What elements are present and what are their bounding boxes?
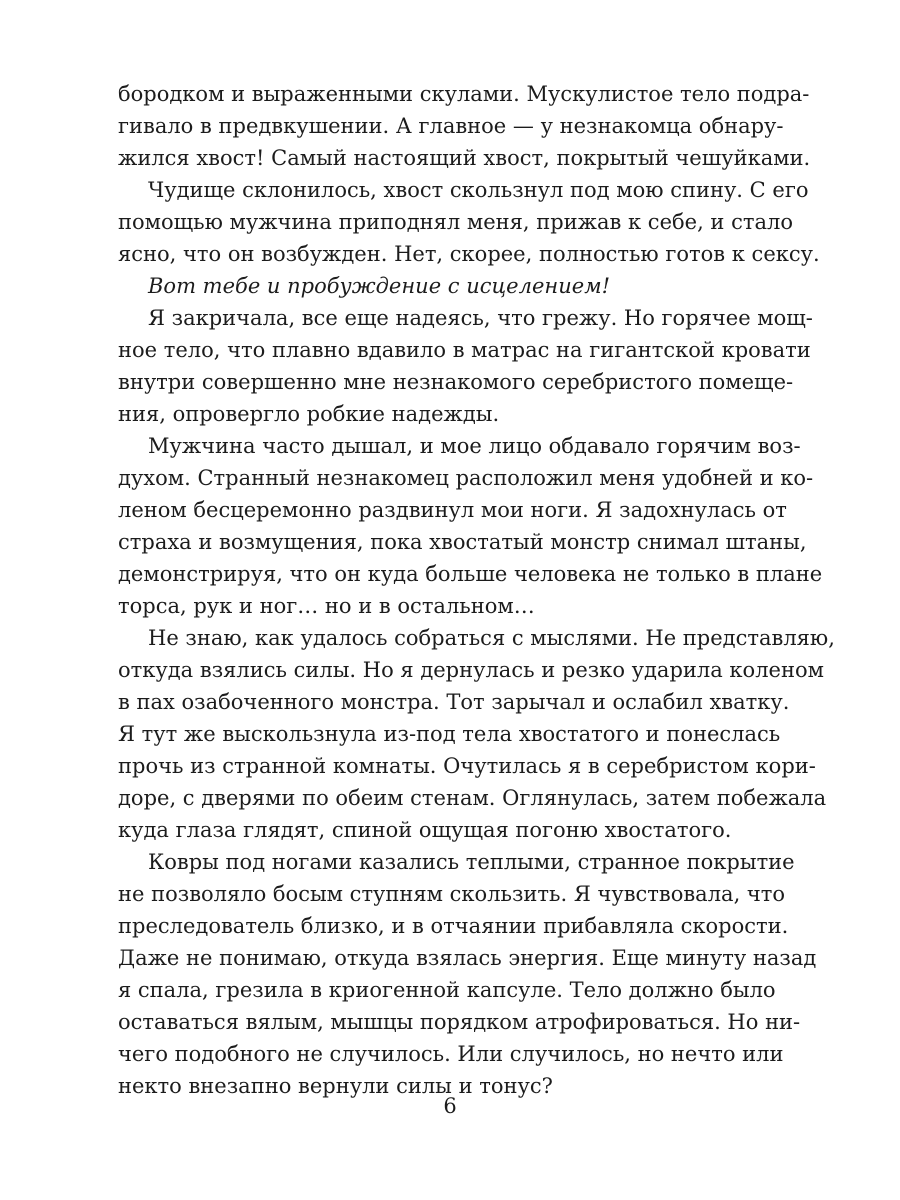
text-line: куда глаза глядят, спиной ощущая погоню хвостатого.	[118, 818, 732, 842]
text-line: ния, опровергло робкие надежды.	[118, 402, 500, 426]
page-number: 6	[443, 1094, 457, 1118]
paragraph	[118, 430, 823, 622]
text-line: внутри совершенно мне незнакомого серебристого помеще-	[118, 370, 794, 394]
text-line: чего подобного не случилось. Или случилось, но нечто или	[118, 1042, 784, 1066]
text-line: откуда взялись силы. Но я дернулась и резко ударила коленом	[118, 658, 824, 682]
text-line: страха и возмущения, пока хвостатый монстр снимал штаны,	[118, 530, 807, 554]
text-line: не позволяло босым ступням скользить. Я чувствовала, что	[118, 882, 786, 906]
text-line: бородком и выраженными скулами. Мускулистое тело подра-	[118, 82, 810, 106]
paragraph	[118, 846, 817, 1102]
paragraph	[118, 174, 820, 270]
text-line: Ковры под ногами казались теплыми, странное покрытие	[148, 850, 795, 874]
text-line: жился хвост! Самый настоящий хвост, покрытый чешуйками.	[118, 146, 811, 170]
text-line: духом. Странный незнакомец расположил меня удобней и ко-	[118, 466, 814, 490]
text-line: Не знаю, как удалось собраться с мыслями. Не представляю,	[148, 626, 835, 650]
text-line: доре, с дверями по обеим стенам. Оглянулась, затем побежала	[118, 786, 827, 810]
text-line: Я закричала, все еще надеясь, что грежу. Но горячее мощ-	[148, 306, 813, 330]
text-line: Даже не понимаю, откуда взялась энергия. Еще минуту назад	[118, 946, 817, 970]
text-line: торса, рук и ног… но и в остальном…	[118, 594, 535, 618]
text-line: ясно, что он возбужден. Нет, скорее, полностью готов к сексу.	[118, 242, 820, 266]
paragraph	[118, 78, 811, 174]
text-line: Мужчина часто дышал, и мое лицо обдавало горячим воз-	[148, 434, 801, 458]
text-line: демонстрируя, что он куда больше человека не только в плане	[118, 562, 823, 586]
body-text	[118, 78, 835, 1102]
text-line: Чудище склонилось, хвост скользнул под мою спину. С его	[148, 178, 809, 202]
text-line: ное тело, что плавно вдавило в матрас на гигантской кровати	[118, 338, 811, 362]
text-line: Я тут же выскользнула из-под тела хвостатого и понеслась	[118, 722, 781, 746]
text-line: некто внезапно вернули силы и тонус?	[118, 1074, 553, 1098]
paragraph	[118, 622, 835, 846]
text-line: оставаться вялым, мышцы порядком атрофироваться. Но ни-	[118, 1010, 801, 1034]
text-line: помощью мужчина приподнял меня, прижав к себе, и стало	[118, 210, 793, 234]
text-line: леном бесцеремонно раздвинул мои ноги. Я задохнулась от	[118, 498, 787, 522]
italic-paragraph	[118, 270, 758, 302]
text-line: в пах озабоченного монстра. Тот зарычал и ослабил хватку.	[118, 690, 790, 714]
paragraph	[118, 302, 813, 430]
text-line: я спала, грезила в криогенной капсуле. Тело должно было	[118, 978, 776, 1002]
text-line: гивало в предвкушении. А главное — у незнакомца обнару-	[118, 114, 784, 138]
text-line: прочь из странной комнаты. Очутилась я в серебристом кори-	[118, 754, 816, 778]
text-line: Вот тебе и пробуждение с исцелением!	[148, 274, 611, 298]
text-line: преследователь близко, и в отчаянии прибавляла скорости.	[118, 914, 789, 938]
